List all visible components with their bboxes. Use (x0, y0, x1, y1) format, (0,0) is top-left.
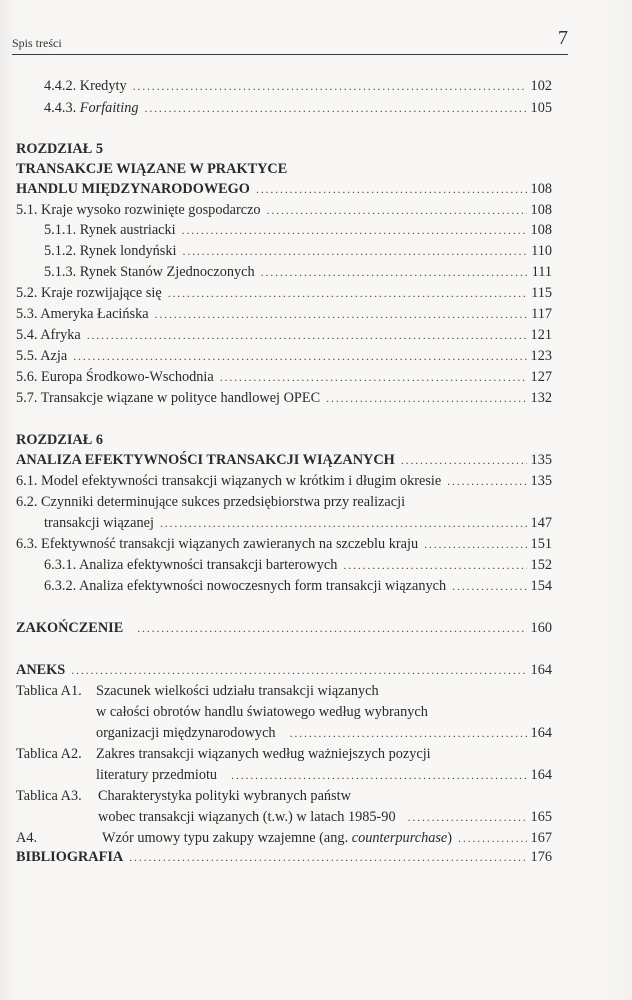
toc-entry-6-2-line1[interactable]: 6.2. Czynniki determinujące sukces przedsiębiorstwa przy realizacji (16, 494, 406, 510)
toc-entry-label: 6.3. Efektywność transakcji wiązanych zawieranych na szczeblu kraju (16, 536, 419, 552)
toc-entry-page: 117 (531, 306, 552, 322)
toc-entry-italic: counterpurchase (351, 830, 448, 846)
toc-entry-text: Charakterystyka polityki wybranych państw (98, 788, 351, 804)
toc-entry-label: 5.2. Kraje rozwijające się (16, 285, 162, 301)
header-title: Spis treści (12, 36, 62, 50)
section-number: 4.4.3. (44, 100, 77, 116)
toc-entry-page: 132 (530, 390, 552, 406)
toc-entry-a4[interactable] (16, 829, 552, 847)
dot-leader (458, 829, 527, 847)
dot-leader (267, 201, 527, 219)
toc-entry-6-3-1[interactable] (44, 556, 552, 574)
toc-entry-label: 5.5. Azja (16, 348, 68, 364)
toc-entry-page: 164 (530, 662, 552, 678)
toc-entry-label: 5.1. Kraje wysoko rozwinięte gospodarczo (16, 202, 261, 218)
toc-entry-6-3[interactable] (16, 535, 552, 553)
dot-leader (129, 848, 526, 866)
dot-leader (145, 99, 527, 117)
toc-entry-page: 127 (530, 369, 552, 385)
toc-entry-4-4-3[interactable] (44, 99, 552, 117)
toc-entry-page: 108 (530, 222, 552, 238)
toc-entry-5-6[interactable] (16, 368, 552, 386)
running-header (12, 24, 568, 55)
toc-entry-page: 165 (530, 809, 552, 825)
toc-entry-5-1-2[interactable] (44, 242, 552, 260)
toc-entry-a3-line1[interactable] (16, 787, 351, 805)
toc-entry-5-2[interactable] (16, 284, 552, 302)
dot-leader (168, 284, 527, 302)
toc-entry-page: 102 (530, 78, 552, 94)
toc-entry-page: 154 (530, 578, 552, 594)
toc-entry-5-1[interactable] (16, 201, 552, 219)
toc-entry-chapter-5[interactable] (16, 180, 552, 198)
toc-entry-5-5[interactable] (16, 347, 552, 365)
toc-entry-label: ZAKOŃCZENIE (16, 620, 124, 636)
toc-entry-page: 151 (530, 536, 552, 552)
toc-entry-4-4-2[interactable] (44, 77, 552, 95)
dot-leader (261, 263, 528, 281)
toc-entry-page: 167 (530, 830, 552, 846)
toc-entry-page: 147 (530, 515, 552, 531)
toc-entry-conclusion[interactable] (16, 619, 552, 637)
toc-entry-label: 5.7. Transakcje wiązane w polityce handlowej OPEC (16, 390, 321, 406)
table-prefix: Tablica A1. (16, 683, 82, 699)
toc-entry-a2[interactable] (96, 766, 552, 784)
toc-entry-label: ANEKS (16, 662, 66, 678)
dot-leader (290, 724, 527, 742)
toc-entry-page: 121 (530, 327, 552, 343)
toc-entry-page: 123 (530, 348, 552, 364)
page-number: 7 (558, 27, 568, 49)
toc-entry-text-end: ) (447, 830, 453, 846)
dot-leader (408, 808, 527, 826)
chapter-5-title-line1: TRANSAKCJE WIĄZANE W PRAKTYCE (16, 161, 288, 177)
toc-entry-5-1-3[interactable] (44, 263, 552, 281)
dot-leader (182, 221, 527, 239)
toc-entry-text: Szacunek wielkości udziału transakcji wiązanych (96, 683, 379, 699)
toc-entry-5-1-1[interactable] (44, 221, 552, 239)
dot-leader (401, 451, 527, 469)
chapter-5-title-line2: HANDLU MIĘDZYNARODOWEGO (16, 181, 250, 197)
toc-entry-label: 6.3.1. Analiza efektywności transakcji barterowych (44, 557, 338, 573)
toc-entry-a3[interactable] (98, 808, 552, 826)
toc-entry-page: 105 (530, 100, 552, 116)
toc-entry-label: 5.3. Ameryka Łacińska (16, 306, 149, 322)
section-title: Forfaiting (79, 100, 139, 116)
toc-entry-page: 135 (530, 452, 552, 468)
dot-leader (447, 472, 526, 490)
table-prefix: Tablica A3. (16, 788, 82, 804)
dot-leader (231, 766, 526, 784)
toc-entry-6-1[interactable] (16, 472, 552, 490)
toc-entry-label: literatury przedmiotu (96, 767, 218, 783)
toc-entry-label: 5.1.3. Rynek Stanów Zjednoczonych (44, 264, 255, 280)
toc-entry-page: 108 (530, 181, 552, 197)
toc-entry-label: transakcji wiązanej (44, 515, 154, 531)
toc-entry-a1-line1[interactable] (16, 682, 379, 700)
toc-entry-6-2[interactable] (44, 514, 552, 532)
toc-entry-chapter-6[interactable] (16, 451, 552, 469)
toc-entry-5-3[interactable] (16, 305, 552, 323)
toc-entry-label: 4.4.2. Kredyty (44, 78, 127, 94)
toc-entry-label: wobec transakcji wiązanych (t.w.) w latach 1985-90 (98, 809, 396, 825)
toc-entry-label: BIBLIOGRAFIA (16, 849, 124, 865)
toc-entry-page: 176 (530, 849, 552, 865)
toc-entry-a2-line1[interactable] (16, 745, 431, 763)
dot-leader (220, 368, 527, 386)
toc-entry-label: organizacji międzynarodowych (96, 725, 276, 741)
dot-leader (73, 347, 526, 365)
dot-leader (256, 180, 527, 198)
toc-entry-label (16, 829, 452, 847)
table-prefix: A4. (16, 830, 38, 846)
toc-entry-page: 108 (530, 202, 552, 218)
toc-entry-label: 5.6. Europa Środkowo-Wschodnia (16, 369, 214, 385)
toc-entry-page: 135 (530, 473, 552, 489)
dot-leader (452, 577, 526, 595)
toc-entry-page: 164 (530, 725, 552, 741)
toc-entry-page: 115 (531, 285, 552, 301)
toc-entry-label: 5.4. Afryka (16, 327, 81, 343)
dot-leader (155, 305, 527, 323)
chapter-6-title: ANALIZA EFEKTYWNOŚCI TRANSAKCJI WIĄZANYCH (16, 452, 395, 468)
toc-entry-label: 5.1.1. Rynek austriacki (44, 222, 176, 238)
toc-entry-5-4[interactable] (16, 326, 552, 344)
toc-entry-a1[interactable] (96, 724, 552, 742)
toc-entry-a1-line2: w całości obrotów handlu światowego według wybranych (96, 704, 428, 720)
toc-entry-label (44, 99, 139, 117)
dot-leader (87, 326, 527, 344)
toc-entry-text: Wzór umowy typu zakupy wzajemne (ang. (102, 830, 352, 846)
chapter-6-label: ROZDZIAŁ 6 (16, 432, 103, 448)
table-prefix: Tablica A2. (16, 746, 82, 762)
toc-entry-label: 5.1.2. Rynek londyński (44, 243, 177, 259)
dot-leader (326, 389, 526, 407)
toc-entry-page: 152 (530, 557, 552, 573)
dot-leader (182, 242, 527, 260)
dot-leader (160, 514, 527, 532)
dot-leader (133, 77, 527, 95)
toc-entry-bibliography-row[interactable] (16, 848, 552, 866)
dot-leader (343, 556, 526, 574)
toc-entry-annex[interactable] (16, 661, 552, 679)
dot-leader (137, 619, 526, 637)
chapter-5-label: ROZDZIAŁ 5 (16, 141, 103, 157)
toc-entry-page: 160 (530, 620, 552, 636)
toc-entry-label: 6.3.2. Analiza efektywności nowoczesnych form transakcji wiązanych (44, 578, 447, 594)
dot-leader (424, 535, 526, 553)
toc-entry-page: 111 (531, 264, 552, 280)
toc-entry-label: 6.1. Model efektywności transakcji wiązanych w krótkim i długim okresie (16, 473, 442, 489)
toc-entry-page: 164 (530, 767, 552, 783)
toc-entry-text: Zakres transakcji wiązanych według ważniejszych pozycji (96, 746, 431, 762)
toc-entry-5-7[interactable] (16, 389, 552, 407)
dot-leader (71, 661, 526, 679)
toc-entry-6-3-2[interactable] (44, 577, 552, 595)
toc-entry-page: 110 (531, 243, 552, 259)
